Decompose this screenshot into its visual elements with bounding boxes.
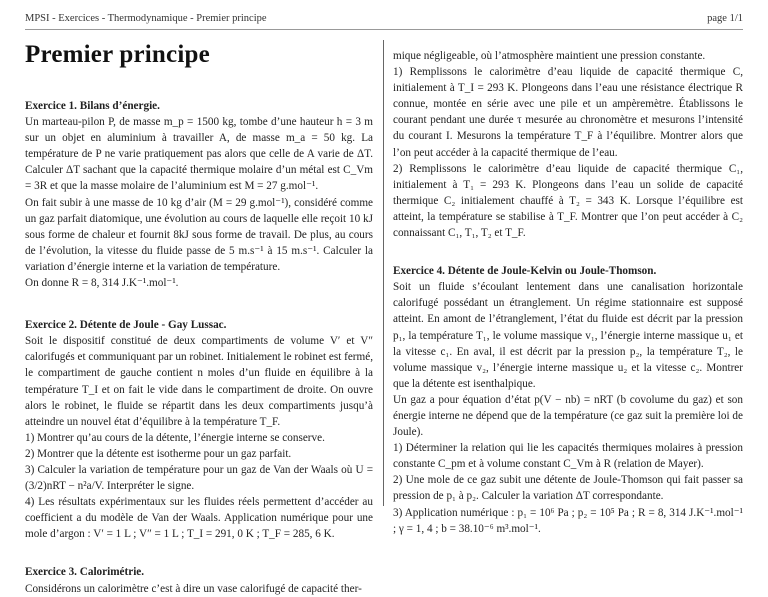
question-item: 3) Application numérique : p₁ = 10⁶ Pa ; p₂ = 10⁵ Pa ; R = 8, 314 J.K⁻¹.mol⁻¹ ; γ = 1, 4 ; b = 38.10⁻⁶ m³.mol⁻¹. (393, 506, 743, 535)
page-title: Premier principe (25, 41, 210, 68)
running-header-title: MPSI - Exercices - Thermodynamique - Premier principe (25, 13, 267, 24)
exercise-3-start (25, 564, 373, 596)
exercise-2 (25, 317, 373, 542)
page-number: page 1/1 (707, 13, 743, 24)
exercise-paragraph: Un gaz a pour équation d’état p(V − nb) = nRT (b covolume du gaz) et son énergie interne ne dépend que de la température (ce gaz suit la première loi de Joule). (393, 393, 743, 439)
header-rule (25, 29, 743, 30)
exercise-3-continued (393, 48, 743, 241)
question-item: 1) Déterminer la relation qui lie les capacités thermiques molaires à pression constante C_pm et à volume constant C_Vm à R (relation de Mayer). (393, 442, 743, 471)
exercise-paragraph: Soit le dispositif constitué de deux compartiments de volume V′ et V″ calorifugés et communiquant par un robinet. Initialement le robinet est fermé, le compartiment de gauche contient n moles d’un fluide en équilibre à la température T_I et on fait le vide dans le compartiment de droite. On ouvre alors le robinet, le fluide se répartit dans les deux compartiments jusqu’à atteindre un nouvel état d’équilibre à la température T_F. (25, 335, 373, 428)
question-item: 2) Montrer que la détente est isotherme pour un gaz parfait. (25, 447, 292, 460)
exercise-4 (393, 263, 743, 537)
exercise-1 (25, 98, 373, 291)
column-divider (383, 40, 384, 506)
question-item: 1) Remplissons le calorimètre d’eau liquide de capacité thermique C, initialement à T_I = 293 K. Plongeons dans l’eau une résistance électrique R connue, montée en série avec une pile et un ampèremètre. Établissons le courant pendant une durée τ mesurée au chronomètre et mesurons l’intensité du courant I. Mesurons la température T_F à l’équilibre. Montrer alors que l’on peut accéder à la capacité thermique de l’eau. (393, 66, 743, 159)
exercise-paragraph: On fait subir à une masse de 10 kg d’air (M = 29 g.mol⁻¹), considéré comme un gaz parfait diatomique, une évolution au cours de laquelle elle reçoit 10 kJ sous forme de chaleur et fournit 8kJ sous forme de travail. De plus, au cours de l’évolution, la vitesse du fluide passe de 5 m.s⁻¹ à 15 m.s⁻¹. Calculer la variation d’énergie interne et la variation de température. (25, 196, 373, 273)
exercise-paragraph: On donne R = 8, 314 J.K⁻¹.mol⁻¹. (25, 277, 179, 290)
exercise-paragraph: Soit un fluide s’écoulant lentement dans une canalisation horizontale calorifugé possédant un étranglement. Un régime stationnaire est supposé atteint. En amont de l’étranglement, l’état du fluide est décrit par la pression p₁, la température T₁, le volume massique v₁, l’énergie interne massique u₁ et la vitesse c₁. En aval, il est décrit par la pression p₂, la température T₂, le volume massique v₂, l’énergie interne massique u₂ et la vitesse c₂. Montrer que la détente est isenthalpique. (393, 281, 743, 390)
question-item: 2) Remplissons le calorimètre d’eau liquide de capacité thermique C₁, initialement à T₁ = 293 K. Plongeons dans l’eau un solide de capacité thermique C₂ initialement chauffé à T₂ = 343 K. Lorsque l’équilibre est atteint, la température se stabilise à T_F. Montrer que l’on peut accéder à C₂ connaissant C₁, T₁, T₂ et T_F. (393, 162, 743, 240)
exercise-title: Exercice 4. Détente de Joule-Kelvin ou Joule-Thomson. (393, 265, 657, 278)
exercise-title: Exercice 2. Détente de Joule - Gay Lussac. (25, 319, 227, 332)
exercise-title: Exercice 3. Calorimétrie. (25, 566, 145, 579)
exercise-title: Exercice 1. Bilans d’énergie. (25, 100, 160, 112)
left-column (25, 40, 373, 597)
question-item: 1) Montrer qu’au cours de la détente, l’énergie interne se conserve. (25, 431, 325, 444)
right-column (393, 48, 743, 537)
exercise-paragraph: Un marteau-pilon P, de masse m_p = 1500 kg, tombe d’une hauteur h = 3 m sur un objet en aluminium à travailler A, de masse m_a = 50 kg. La température de P ne varie pratiquement pas alors que celle de A varie de ΔT. Calculer ΔT sachant que la capacité thermique molaire d’un métal est C_Vm = 3R et que la masse molaire de l’aluminium est M = 27 g.mol⁻¹. (25, 116, 373, 193)
question-item: 2) Une mole de ce gaz subit une détente de Joule-Thomson qui fait passer sa pression de p₁ à p₂. Calculer la variation ΔT correspondante. (393, 474, 743, 503)
exercise-paragraph-part: Considérons un calorimètre c’est à dire un vase calorifugé de capacité ther- (25, 582, 362, 595)
question-item: 4) Les résultats expérimentaux sur les fluides réels permettent d’accéder au coefficient a du modèle de Van der Waals. Application numérique pour une mole d’argon : V′ = 1 L ; V″ = 1 L ; T_I = 291, 0 K ; T_F = 285, 6 K. (25, 496, 373, 541)
question-item: 3) Calculer la variation de température pour un gaz de Van der Waals où U = (3/2)nRT − n²a/V. Interpréter le signe. (25, 463, 373, 493)
exercise-paragraph-part: mique négligeable, où l’atmosphère maintient une pression constante. (393, 50, 706, 62)
